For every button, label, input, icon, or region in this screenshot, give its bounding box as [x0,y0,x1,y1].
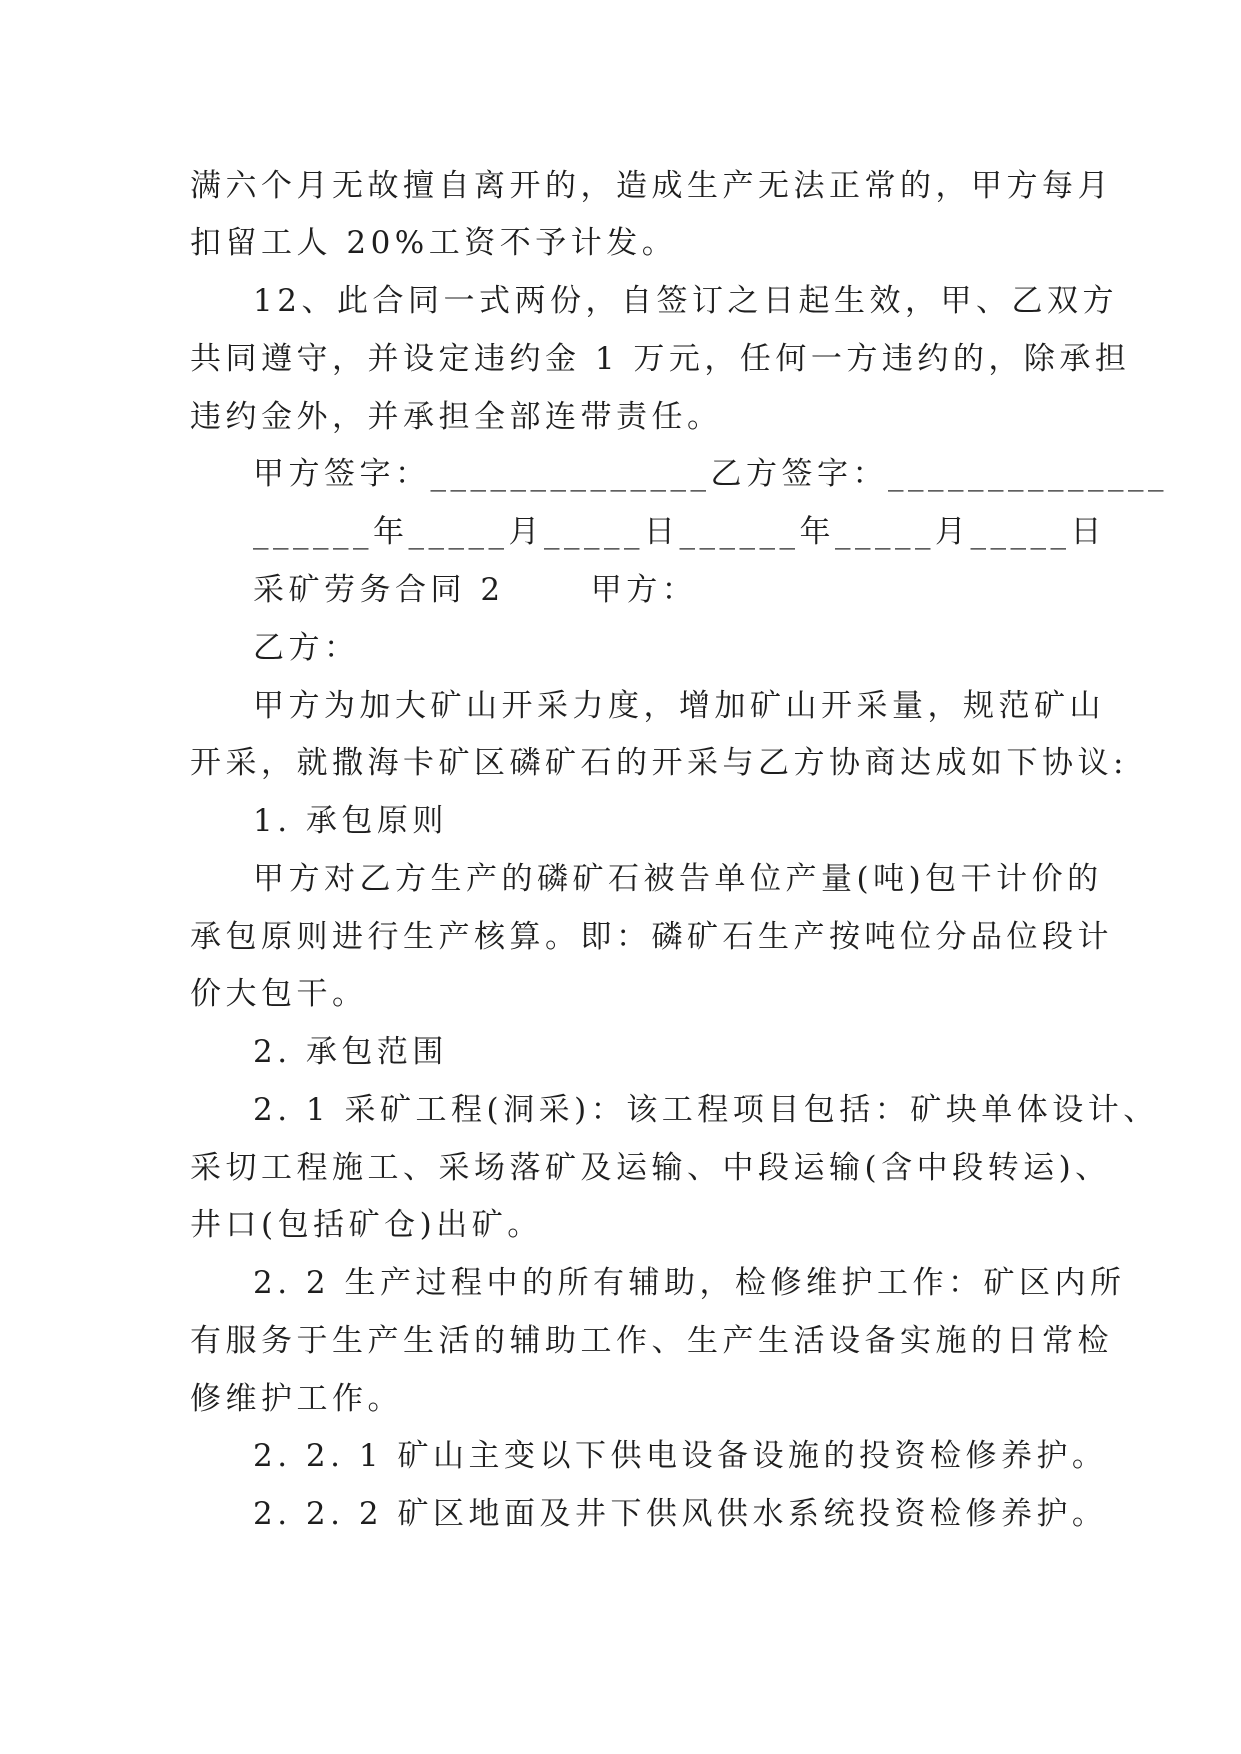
paragraph-line: 开采，就撒海卡矿区磷矿石的开采与乙方协商达成如下协议: [190,745,1128,781]
date-line: ______年_____月_____日______年_____月_____日 [253,514,1106,550]
paragraph-line: 扣留工人 20%工资不予计发。 [190,225,678,261]
paragraph-line: 违约金外，并承担全部连带责任。 [190,399,723,435]
section-heading: 2. 承包范围 [253,1034,448,1070]
paragraph-line: 修维护工作。 [190,1381,403,1417]
paragraph-line: 甲方为加大矿山开采力度，增加矿山开采量，规范矿山 [253,688,1105,724]
paragraph-line: 甲方对乙方生产的磷矿石被告单位产量(吨)包干计价的 [253,861,1103,897]
section-heading: 1. 承包原则 [253,803,448,839]
paragraph-line: 2. 2. 1 矿山主变以下供电设备设施的投资检修养护。 [253,1438,1108,1474]
paragraph-line: 共同遵守，并设定违约金 1 万元，任何一方违约的，除承担 [190,341,1131,377]
paragraph-line: 井口(包括矿仓)出矿。 [190,1207,543,1243]
paragraph-line: 有服务于生产生活的辅助工作、生产生活设备实施的日常检 [190,1323,1113,1359]
paragraph-line: 采切工程施工、采场落矿及运输、中段运输(含中段转运)、 [190,1150,1111,1186]
clause-12-line: 12、此合同一式两份，自签订之日起生效，甲、乙双方 [253,283,1118,319]
paragraph-line: 承包原则进行生产核算。即：磷矿石生产按吨位分品位段计 [190,919,1113,955]
contract-2-heading: 采矿劳务合同 2 甲方： [253,572,698,608]
paragraph-line: 价大包干。 [190,976,368,1012]
paragraph-line: 2. 2. 2 矿区地面及井下供风供水系统投资检修养护。 [253,1496,1108,1532]
party-b-line: 乙方： [253,630,360,666]
paragraph-line: 2. 2 生产过程中的所有辅助，检修维护工作：矿区内所 [253,1265,1126,1301]
paragraph-line: 2. 1 采矿工程(洞采)：该工程项目包括：矿块单体设计、 [253,1092,1159,1128]
signature-line: 甲方签字：______________乙方签字：______________ [253,456,1168,492]
paragraph-line: 满六个月无故擅自离开的，造成生产无法正常的，甲方每月 [190,168,1113,204]
